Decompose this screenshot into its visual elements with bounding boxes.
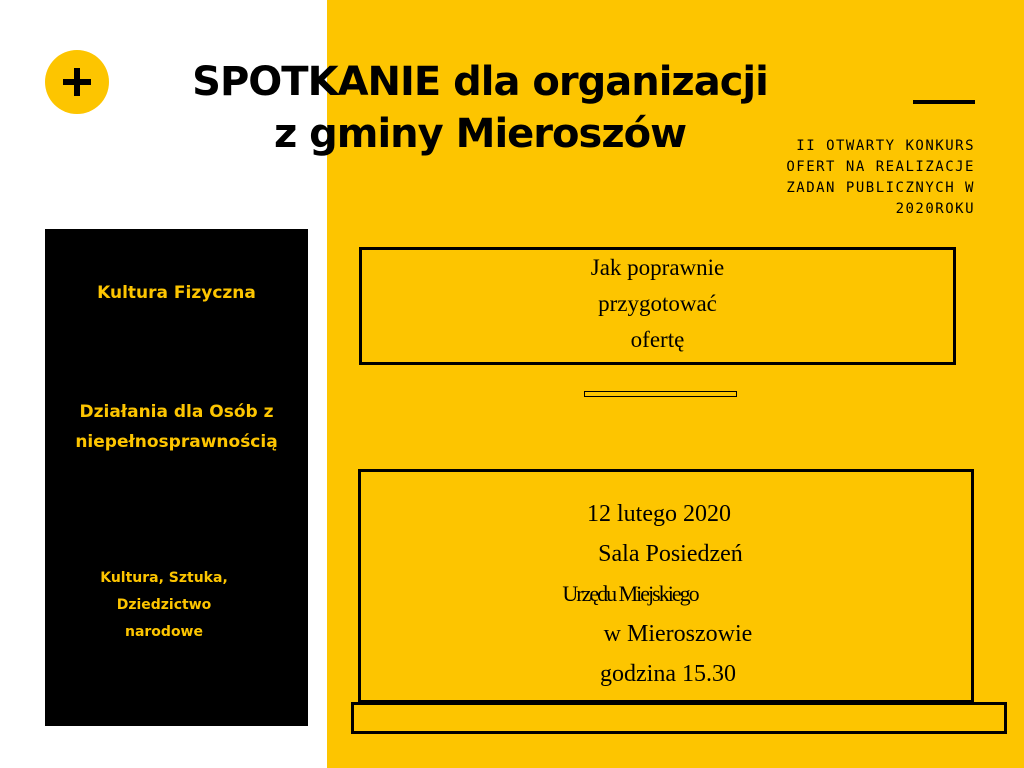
contest-line: OFERT NA REALIZACJE <box>786 159 975 175</box>
plus-icon-vertical-bar <box>74 68 80 96</box>
category-disabled-persons <box>45 397 308 457</box>
category-label: Kultura Fizyczna <box>97 283 256 303</box>
event-box-base <box>351 702 1007 734</box>
category-label: Kultura, Sztuka, <box>100 570 228 586</box>
category-culture-art-heritage <box>45 565 283 646</box>
category-label: Dziedzictwo <box>116 597 212 613</box>
plus-icon <box>45 50 109 114</box>
event-place-line-2: Urzędu Miejskiego <box>562 581 698 606</box>
event-details <box>363 494 963 694</box>
event-place-line-1: Sala Posiedzeń <box>598 541 743 567</box>
topic-line: ofertę <box>630 327 685 352</box>
categories-panel <box>45 229 308 726</box>
topic-box-text <box>359 250 956 358</box>
topic-line: Jak poprawnie <box>590 255 725 280</box>
topic-line: przygotować <box>598 291 717 316</box>
section-divider <box>584 391 737 397</box>
contest-description <box>675 136 975 220</box>
event-date: 12 lutego 2020 <box>587 501 731 527</box>
event-time: godzina 15.30 <box>600 661 736 687</box>
contest-line: 2020ROKU <box>895 201 975 217</box>
category-label: narodowe <box>124 624 203 640</box>
page-title-line-1: SPOTKANIE dla organizacji <box>192 59 768 105</box>
page-title-line-2: z gminy Mieroszów <box>273 111 687 157</box>
contest-line: II OTWARTY KONKURS <box>796 138 975 154</box>
category-label: niepełnosprawnością <box>75 432 278 452</box>
event-place-line-3: w Mieroszowie <box>603 621 753 647</box>
category-label: Działania dla Osób z <box>79 402 274 422</box>
decorative-dash <box>913 100 975 104</box>
contest-line: ZADAN PUBLICZNYCH W <box>786 180 975 196</box>
category-physical-culture <box>45 281 308 305</box>
